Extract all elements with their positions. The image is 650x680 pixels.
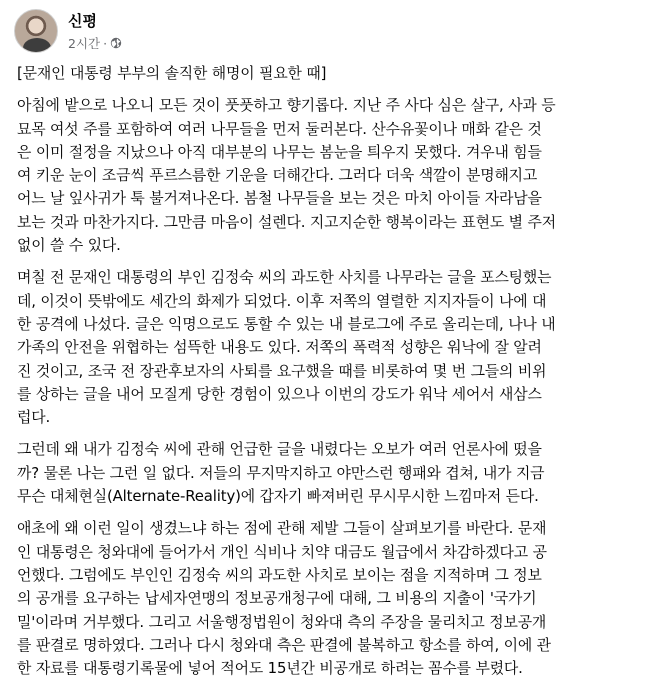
text-line: 한 자료를 대통령기록물에 넣어 적어도 15년간 비공개로 하려는 꼼수를 부렸다. [17, 659, 523, 678]
text-line: 묘목 여섯 주를 포함하여 여러 나무들을 먼저 둘러본다. 산수유꽃이나 매화 같은 것 [17, 119, 542, 138]
post-title: [문재인 대통령 부부의 솔직한 해명이 필요한 때] [17, 64, 327, 82]
text-line: 언했다. 그럼에도 부인인 김정숙 씨의 과도한 사치로 보이는 점을 지적하며 그 정보 [17, 565, 542, 584]
paragraph-3 [17, 438, 637, 508]
text-line: 없이 쓸 수 있다. [17, 236, 121, 255]
text-line: 를 판결로 명하였다. 그러나 다시 청와대 측은 판결에 불복하고 항소를 하여, 이에 관 [17, 635, 551, 654]
text-line: 그런데 왜 내가 김정숙 씨에 관해 언급한 글을 내렸다는 오보가 여러 언론사에 떴을 [17, 440, 542, 459]
text-line: 애초에 왜 이런 일이 생겼느냐 하는 점에 관해 제발 그들이 살펴보기를 바란다. 문재 [17, 519, 547, 538]
text-line: 보는 것과 마찬가지다. 그만큼 마음이 설렌다. 지고지순한 행복이라는 표현도 별 주저 [17, 212, 556, 231]
post-timestamp[interactable]: 2시간 [68, 36, 101, 51]
text-line: 아침에 밭으로 나오니 모든 것이 풋풋하고 향기롭다. 지난 주 사다 심은 살구, 사과 등 [17, 96, 556, 115]
separator-dot: · [103, 35, 108, 51]
text-line: 며칠 전 문재인 대통령의 부인 김정숙 씨의 과도한 사치를 나무라는 글을 포스팅했는 [17, 268, 552, 287]
text-line: 무슨 대체현실(Alternate-Reality)에 갑자기 빠져버린 무시무시한 느낌마저 든다. [17, 487, 539, 506]
text-line: 럽다. [17, 408, 51, 427]
text-line: 진 것이고, 조국 전 장관후보자의 사퇴를 요구했을 때를 비롯하여 몇 번 그들의 비위 [17, 361, 547, 380]
post-meta [68, 10, 122, 52]
author-name[interactable]: 신평 [68, 12, 97, 30]
text-line: 여 키운 눈이 조금씩 푸르스름한 기운을 더해간다. 그러다 더욱 색깔이 분명해지고 [17, 166, 538, 185]
author-avatar[interactable] [14, 9, 58, 53]
text-line: 밀'이라며 거부했다. 그리고 서울행정법원이 청와대 측의 주장을 물리치고 정보공개 [17, 612, 547, 631]
text-line: 의 공개를 요구하는 납세자연맹의 정보공개청구에 대해, 그 비용의 지출이 '국가기 [17, 589, 537, 608]
text-line: 인 대통령은 청와대에 들어가서 개인 식비나 치약 대금도 월급에서 차감하겠다고 공 [17, 542, 547, 561]
paragraph-4 [17, 517, 637, 680]
post-subline [68, 34, 122, 52]
text-line: 가족의 안전을 위협하는 섬뜩한 내용도 있다. 저쪽의 폭력적 성향은 워낙에 잘 알려 [17, 338, 542, 357]
globe-icon[interactable] [110, 37, 122, 49]
text-line: 데, 이것이 뜻밖에도 세간의 화제가 되었다. 이후 저쪽의 열렬한 지지자들이 나에 대 [17, 291, 547, 310]
paragraph-1 [17, 94, 637, 257]
text-line: 를 상하는 글을 내어 모질게 당한 경험이 있으나 이번의 강도가 워낙 세어서 새삼스 [17, 384, 542, 403]
text-line: 까? 물론 나는 그런 일 없다. 저들의 무지막지하고 야만스런 행패와 겹쳐, 내가 지금 [17, 463, 545, 482]
text-line: 어느 날 잎사귀가 툭 불거져나온다. 봄철 나무들을 보는 것은 마치 아이들 자라남을 [17, 189, 542, 208]
paragraph-2 [17, 266, 637, 429]
post-body [17, 62, 637, 680]
post-header [14, 6, 122, 56]
text-line: 은 이미 절정을 지났으나 아직 대부분의 나무는 봄눈을 틔우지 못했다. 겨우내 힘들 [17, 142, 542, 161]
text-line: 한 공격에 나섰다. 글은 익명으로도 통할 수 있는 내 블로그에 주로 올리는데, 나나 내 [17, 314, 556, 333]
